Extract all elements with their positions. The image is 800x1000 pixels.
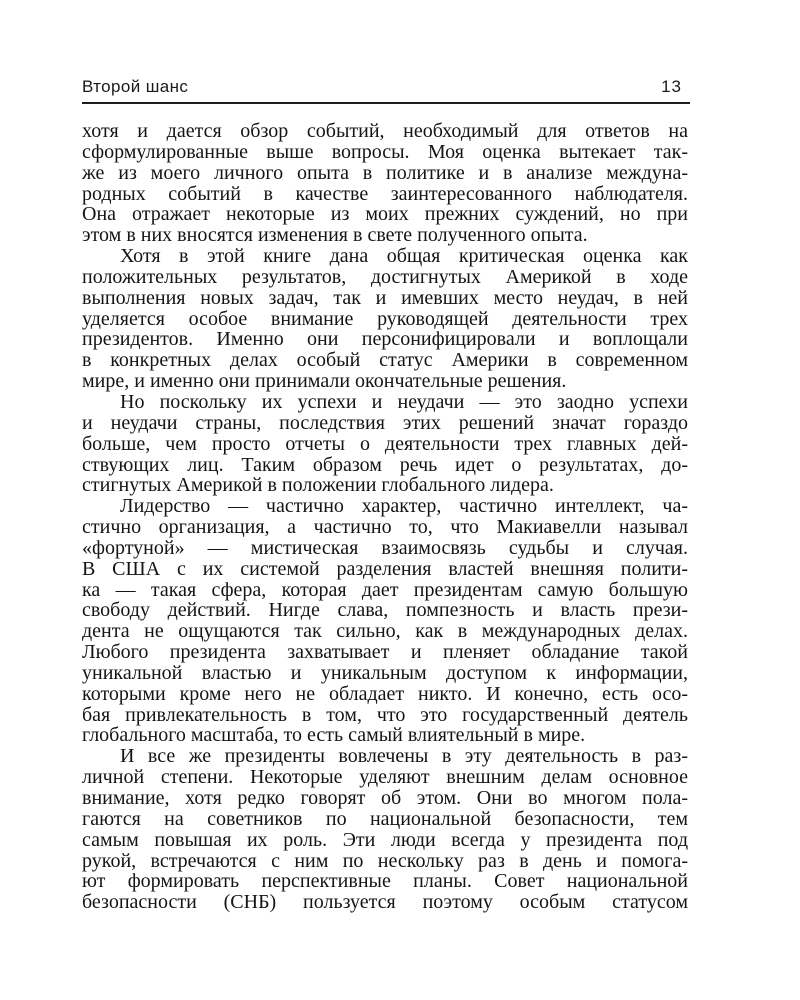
text-line: глобального масштаба, то есть самый влиятельный в мире. bbox=[82, 724, 586, 747]
text-line: родных событий в качестве заинтересованного наблюдателя. bbox=[82, 182, 688, 205]
text-line: ствующих лиц. Таким образом речь идет о результатах, до- bbox=[82, 453, 688, 476]
text-line: дента не ощущаются так сильно, как в международных делах. bbox=[82, 620, 688, 643]
text-line: ют формировать перспективные планы. Совет национальной bbox=[82, 870, 688, 893]
page-header bbox=[82, 77, 690, 104]
running-title: Второй шанс bbox=[82, 77, 189, 96]
text-line: Но поскольку их успехи и неудачи — это заодно успехи bbox=[120, 390, 688, 413]
text-line: этом в них вносятся изменения в свете полученного опыта. bbox=[82, 224, 588, 247]
text-line: внимание, хотя редко говорят об этом. Они во многом пола- bbox=[82, 787, 688, 809]
text-line: «фортуной» — мистическая взаимосвязь судьбы и случая. bbox=[82, 536, 688, 559]
body-text bbox=[82, 121, 688, 913]
text-line: президентов. Именно они персонифицировали и воплощали bbox=[82, 328, 688, 351]
text-line: ка — такая сфера, которая дает президентам самую большую bbox=[82, 578, 688, 601]
text-line: свободу действий. Нигде слава, помпезность и власть прези- bbox=[82, 599, 688, 622]
paragraph bbox=[82, 121, 688, 246]
text-line: хотя и дается обзор событий, необходимый для ответов на bbox=[82, 120, 688, 142]
text-line: и неудачи страны, последствия этих решений значат гораздо bbox=[82, 411, 688, 434]
paragraph bbox=[82, 246, 688, 392]
text-line: выполнения новых задач, так и имевших место неудач, в ней bbox=[82, 286, 688, 309]
text-line: мире, и именно они принимали окончательные решения. bbox=[82, 370, 567, 393]
text-line: стигнутых Америкой в положении глобального лидера. bbox=[82, 474, 554, 497]
text-line: которыми кроме него не обладает никто. И конечно, есть осо- bbox=[82, 682, 688, 705]
paragraph bbox=[82, 496, 688, 746]
text-line: сформулированные выше вопросы. Моя оценка вытекает так- bbox=[82, 140, 688, 163]
text-line: гаются на советников по национальной безопасности, тем bbox=[82, 807, 688, 830]
text-line: И все же президенты вовлечены в эту деятельность в раз- bbox=[120, 745, 688, 768]
text-line: В США с их системой разделения властей внешняя полити- bbox=[82, 557, 688, 580]
text-line: безопасности (СНБ) пользуется поэтому особым статусом bbox=[82, 891, 688, 914]
text-line: уникальной властью и уникальным доступом к информации, bbox=[82, 661, 688, 684]
text-line: личной степени. Некоторые уделяют внешним делам основное bbox=[82, 766, 688, 789]
text-line: Она отражает некоторые из моих прежних суждений, но при bbox=[82, 203, 688, 226]
text-line: стично организация, а частично то, что Макиавелли называл bbox=[82, 516, 688, 539]
paragraph bbox=[82, 392, 688, 496]
text-line: Хотя в этой книге дана общая критическая оценка как bbox=[120, 245, 688, 268]
text-line: Лидерство — частично характер, частично интеллект, ча- bbox=[120, 495, 688, 518]
text-line: больше, чем просто отчеты о деятельности трех главных дей- bbox=[82, 432, 688, 455]
page-number: 13 bbox=[661, 77, 682, 96]
text-line: в конкретных делах особый статус Америки в современном bbox=[82, 349, 688, 372]
paragraph bbox=[82, 746, 688, 913]
text-line: рукой, встречаются с ним по нескольку раз в день и помога- bbox=[82, 849, 688, 872]
text-line: самым повышая их роль. Эти люди всегда у президента под bbox=[82, 828, 688, 851]
text-line: положительных результатов, достигнутых Америкой в ходе bbox=[82, 265, 688, 288]
text-line: Любого президента захватывает и пленяет обладание такой bbox=[82, 641, 688, 664]
text-line: же из моего личного опыта в политике и в анализе междуна- bbox=[82, 161, 688, 184]
text-line: уделяется особое внимание руководящей деятельности трех bbox=[82, 307, 688, 330]
text-line: бая привлекательность в том, что это государственный деятель bbox=[82, 703, 688, 726]
